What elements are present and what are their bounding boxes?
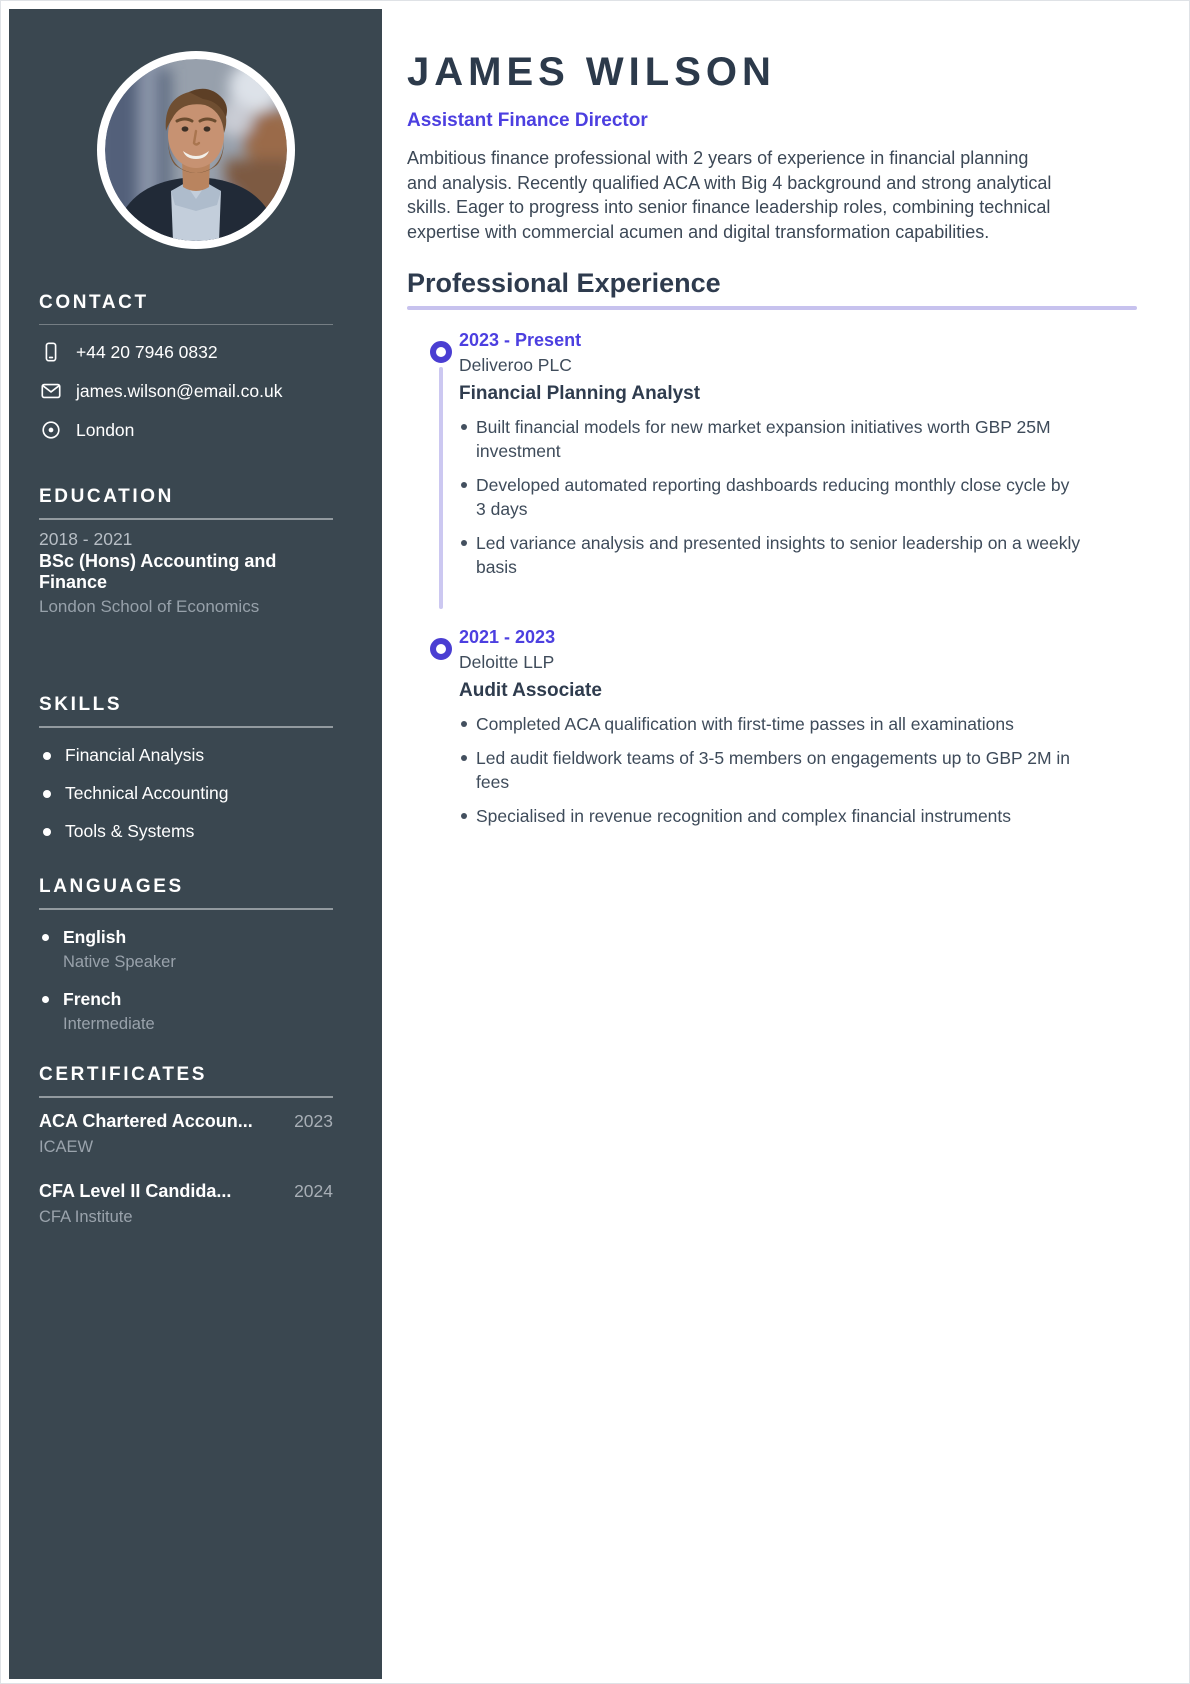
certificate-name: ACA Chartered Accoun... [39,1111,253,1131]
experience-bullet: Led variance analysis and presented insights to senior leadership on a weekly basis [459,531,1081,579]
experience-period: 2021 - 2023 [459,627,556,647]
education-heading: EDUCATION [39,486,174,507]
profile-summary: Ambitious finance professional with 2 years of experience in financial planning and analysis. Recently qualified ACA with Big 4 background and strong analytical skills. Eager to progress into senior finance leadership roles, combining technical expertise with commercial acumen and digital transformation capabilities. [407,148,1052,242]
education-divider [39,518,333,520]
experience-entry [407,627,1137,828]
main-content [407,1,1137,828]
experience-bullet-list [459,712,1081,828]
experience-bullet: Developed automated reporting dashboards reducing monthly close cycle by 3 days [459,473,1081,521]
experience-bullet: Completed ACA qualification with first-time passes in all examinations [459,712,1081,736]
experience-bullet: Specialised in revenue recognition and complex financial instruments [459,804,1081,828]
contact-location-text: London [76,419,135,440]
certificate-year: 2024 [294,1181,333,1201]
location-icon [39,418,63,442]
languages-heading: LANGUAGES [39,876,184,897]
certificate-issuer: CFA Institute [39,1208,133,1226]
experience-company: Deliveroo PLC [459,355,572,375]
certificates-divider [39,1096,333,1098]
skill-item: Technical Accounting [39,783,333,804]
education-period: 2018 - 2021 [39,529,133,549]
experience-period: 2023 - Present [459,330,582,350]
language-item [39,989,333,1034]
education-school: London School of Economics [39,597,260,616]
experience-role: Audit Associate [459,680,602,701]
languages-divider [39,908,333,910]
language-level: Native Speaker [63,953,176,971]
contact-section [39,292,333,442]
experience-heading-divider [407,306,1137,310]
certificate-issuer: ICAEW [39,1138,94,1156]
contact-divider [39,324,333,325]
certificate-year: 2023 [294,1111,333,1131]
education-degree: BSc (Hons) Accounting and Finance [39,551,277,592]
experience-heading: Professional Experience [407,268,721,298]
certificate-item [39,1111,333,1157]
profile-photo-image [105,59,287,241]
timeline-marker-icon [430,341,452,363]
skills-heading: SKILLS [39,694,123,715]
certificates-section [39,1064,333,1227]
language-level: Intermediate [63,1015,155,1033]
job-title: Assistant Finance Director [407,110,648,131]
sidebar [9,9,382,1679]
contact-phone-text: +44 20 7946 0832 [76,341,218,362]
experience-bullet: Led audit fieldwork teams of 3-5 members on engagements up to GBP 2M in fees [459,746,1081,794]
language-name: English [63,927,127,947]
certificate-name: CFA Level II Candida... [39,1181,232,1201]
skills-divider [39,726,333,728]
email-icon [39,379,63,403]
contact-phone-row [39,340,333,364]
education-section [39,486,333,617]
skill-item: Tools & Systems [39,821,333,842]
contact-location-row [39,418,333,442]
experience-section [407,268,1137,828]
experience-entry [407,330,1137,579]
experience-role: Financial Planning Analyst [459,383,701,404]
languages-section [39,876,333,1034]
contact-email-text: james.wilson@email.co.uk [76,380,283,401]
experience-timeline [407,330,1137,828]
timeline-marker-icon [430,638,452,660]
contact-heading: CONTACT [39,292,149,313]
language-name: French [63,989,122,1009]
skill-item: Financial Analysis [39,745,333,766]
certificates-heading: CERTIFICATES [39,1064,208,1085]
person-name: JAMES WILSON [407,50,776,94]
phone-icon [39,340,63,364]
language-item [39,927,333,972]
skills-section [39,694,333,842]
experience-bullet: Built financial models for new market expansion initiatives worth GBP 25M investment [459,415,1081,463]
skills-list [39,745,333,842]
contact-email-row [39,379,333,403]
experience-bullet-list [459,415,1081,579]
profile-photo [97,51,295,249]
certificate-item [39,1181,333,1227]
experience-company: Deloitte LLP [459,652,555,672]
